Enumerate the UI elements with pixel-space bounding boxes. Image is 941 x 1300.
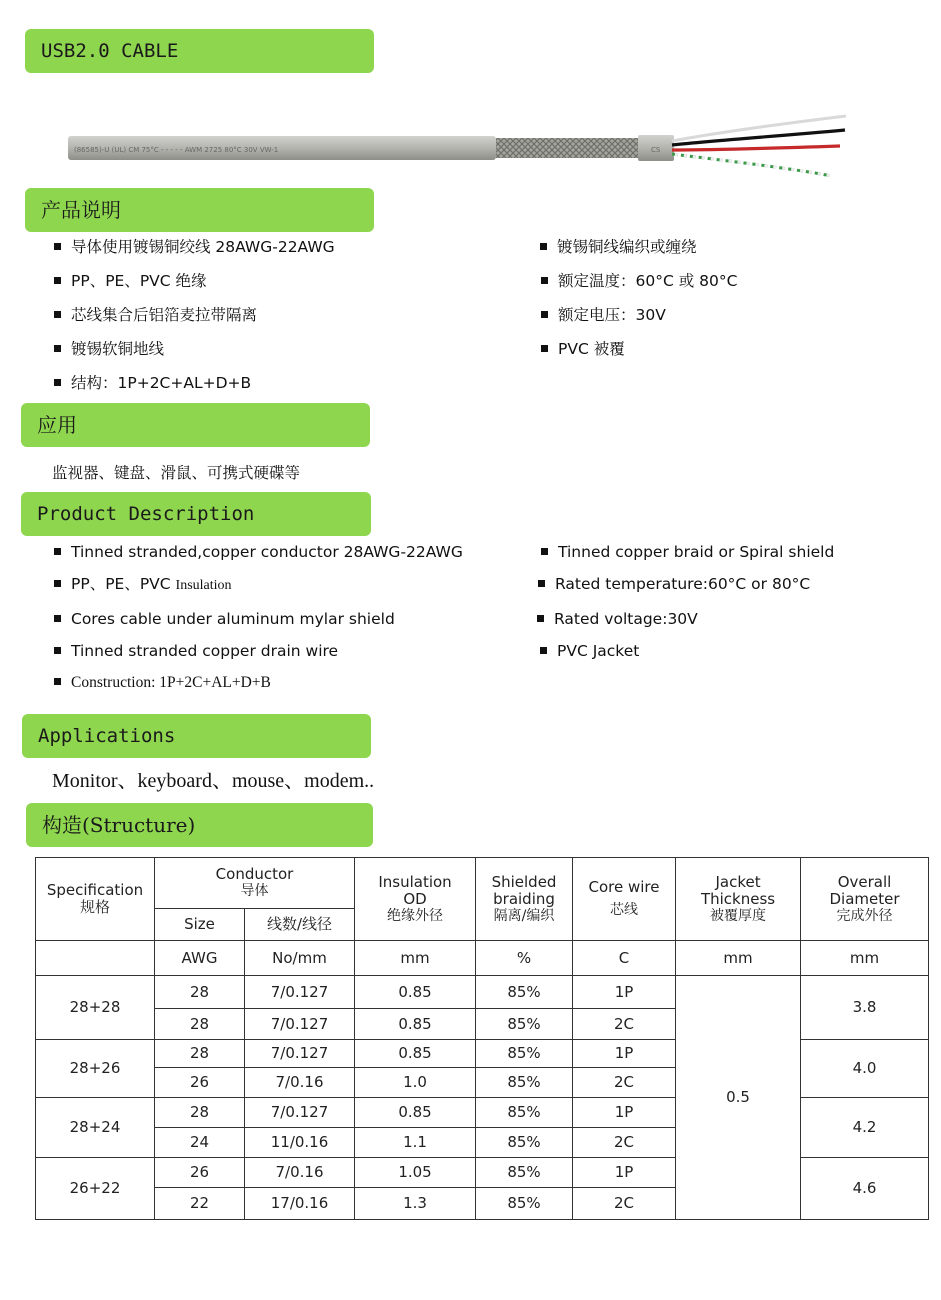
core-cell: 1P [573,976,676,1009]
spec-header: Specification 规格 [36,858,155,941]
overall-cell: 4.0 [801,1040,929,1098]
core-cell: 1P [573,1040,676,1068]
cable-braid [496,138,638,158]
section-title-product-cn: 产品说明 [25,188,374,232]
product-cn-item: PP、PE、PVC 绝缘 [54,271,207,291]
product-en-item: Tinned stranded copper drain wire [54,641,338,661]
core-cell: 2C [573,1188,676,1220]
structure-table [35,857,929,1220]
section-title-product-en: Product Description [21,492,371,536]
core-cell: 1P [573,1158,676,1188]
section-title-applications-en: Applications [22,714,371,758]
product-en-item: PP、PE、PVC Insulation [54,574,232,596]
strands-cell: 7/0.16 [245,1068,355,1098]
core-cell: 1P [573,1098,676,1128]
size-cell: 28 [155,976,245,1009]
strands-cell: 7/0.127 [245,976,355,1009]
unit-cell: % [476,941,573,976]
cable-jacket-print: (86585)-U (UL) CM 75°C - - - - - AWM 2725 80°C 30V VW-1 [74,146,279,154]
strands-header: 线数/线径 [245,909,355,941]
spec-cell: 28+26 [36,1040,155,1098]
jacket-cell: 0.5 [676,976,801,1220]
strands-cell: 7/0.127 [245,1098,355,1128]
cable-end-print: CS [651,146,661,154]
product-cn-item: 额定温度：60°C 或 80°C [541,271,737,291]
size-cell: 24 [155,1128,245,1158]
overall-cell: 4.2 [801,1098,929,1158]
size-cell: 22 [155,1188,245,1220]
shield-cell: 85% [476,1098,573,1128]
strands-cell: 7/0.16 [245,1158,355,1188]
insulation-cell: 0.85 [355,1098,476,1128]
jacket-header: Jacket Thickness 被覆厚度 [676,858,801,941]
shield-cell: 85% [476,1158,573,1188]
product-en-item: PVC Jacket [540,641,639,661]
unit-cell: No/mm [245,941,355,976]
product-en-item: Cores cable under aluminum mylar shield [54,609,395,629]
product-cn-item: 芯线集合后铝箔麦拉带隔离 [54,305,257,325]
product-cn-item: PVC 被覆 [541,339,625,359]
product-en-item: Rated voltage:30V [537,609,698,629]
size-cell: 28 [155,1040,245,1068]
size-header: Size [155,909,245,941]
insulation-cell: 1.05 [355,1158,476,1188]
applications-en-text: Monitor、keyboard、mouse、modem.. [52,770,375,792]
insulation-cell: 1.0 [355,1068,476,1098]
unit-cell: mm [355,941,476,976]
insulation-cell: 0.85 [355,1009,476,1040]
application-cn-text: 监视器、键盘、滑鼠、可携式硬碟等 [52,464,301,482]
overall-header: Overall Diameter 完成外径 [801,858,929,941]
section-title-application-cn: 应用 [21,403,370,447]
strands-cell: 17/0.16 [245,1188,355,1220]
product-cn-item: 额定电压：30V [541,305,666,325]
core-cell: 2C [573,1068,676,1098]
strands-cell: 7/0.127 [245,1040,355,1068]
section-title-structure: 构造(Structure) [26,803,373,847]
unit-cell: mm [801,941,929,976]
shield-cell: 85% [476,1040,573,1068]
shield-cell: 85% [476,1009,573,1040]
unit-cell: C [573,941,676,976]
size-cell: 26 [155,1068,245,1098]
insulation-cell: 0.85 [355,976,476,1009]
insulation-header: Insulation OD 绝缘外径 [355,858,476,941]
product-en-item: Tinned copper braid or Spiral shield [541,542,834,562]
spec-cell: 26+22 [36,1158,155,1220]
section-title-usb-cable: USB2.0 CABLE [25,29,374,73]
cable-illustration [60,108,860,183]
insulation-cell: 1.1 [355,1128,476,1158]
strands-cell: 11/0.16 [245,1128,355,1158]
spec-cell: 28+28 [36,976,155,1040]
unit-cell: mm [676,941,801,976]
core-cell: 2C [573,1128,676,1158]
red-wire [672,146,840,150]
shield-cell: 85% [476,1188,573,1220]
insulation-cell: 0.85 [355,1040,476,1068]
shield-cell: 85% [476,1068,573,1098]
size-cell: 28 [155,1009,245,1040]
product-en-item: Tinned stranded,copper conductor 28AWG-22AWG [54,542,463,562]
unit-cell: AWG [155,941,245,976]
table-row [36,976,929,1009]
units-spacer [36,941,155,976]
conductor-header: Conductor 导体 [155,858,355,909]
core-cell: 2C [573,1009,676,1040]
green-wire [672,154,832,176]
spec-cell: 28+24 [36,1098,155,1158]
overall-cell: 4.6 [801,1158,929,1220]
product-cn-item: 镀锡软铜地线 [54,339,164,359]
product-en-item: Construction: 1P+2C+AL+D+B [54,673,271,693]
core-wire-header: Core wire 芯线 [573,858,676,941]
shield-header: Shielded braiding 隔离/编织 [476,858,573,941]
insulation-cell: 1.3 [355,1188,476,1220]
product-en-item: Rated temperature:60°C or 80°C [538,574,810,594]
overall-cell: 3.8 [801,976,929,1040]
size-cell: 28 [155,1098,245,1128]
product-cn-item: 导体使用镀锡铜绞线 28AWG-22AWG [54,237,335,257]
shield-cell: 85% [476,976,573,1009]
shield-cell: 85% [476,1128,573,1158]
product-cn-item: 镀锡铜线编织或缠绕 [540,237,697,257]
product-cn-item: 结构：1P+2C+AL+D+B [54,373,251,393]
size-cell: 26 [155,1158,245,1188]
strands-cell: 7/0.127 [245,1009,355,1040]
